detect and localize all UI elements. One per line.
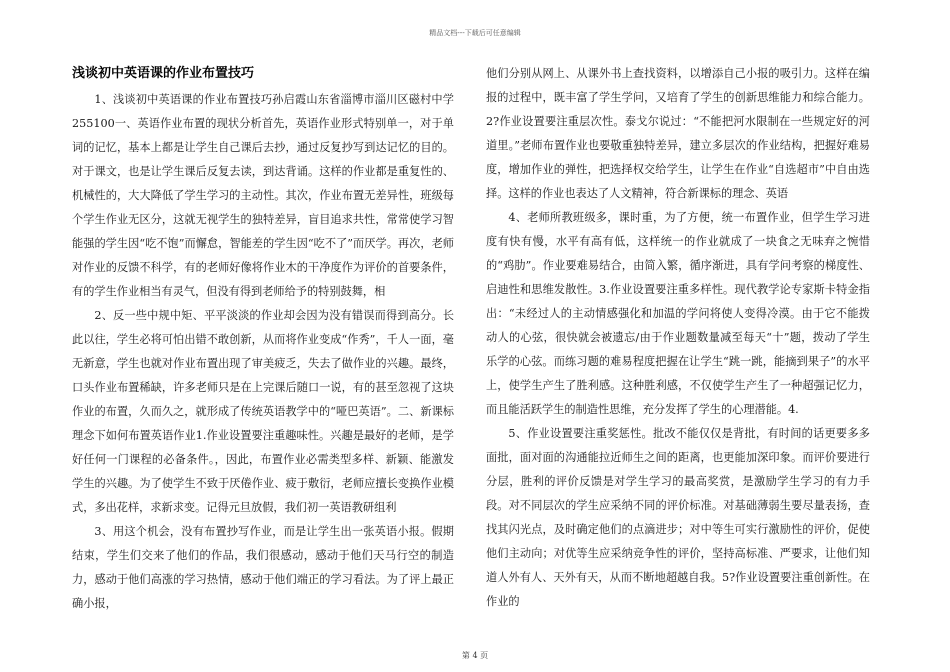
page-number: 第 4 页 (461, 651, 489, 660)
right-column (486, 62, 870, 614)
paragraph-1: 1、浅谈初中英语课的作业布置技巧孙启霞山东省淄博市淄川区磁村中学255100一、英语作业布置的现状分析首先，英语作业形式特别单一，对于单词的记忆，基本上都是让学生自己课后去抄，通过反复抄写到达记忆的目的。对于课文，也是让学生课后反复去读，到达背诵。这样的作业都是重复性的、机械性的，大大降低了学生学习的主动性。其次，作业布置无差异性，班级每个学生作业无区分，这就无视学生的独特差异，盲目追求共性，常常使学习智能强的学生因“吃不饱”而懈怠，智能差的学生因“吃不了”而厌学。再次，老师对作业的反馈不科学，有的老师好像将作业木的干净度作为评价的首要条件，有的学生作业相当有灵气，但没有得到老师给予的特别鼓舞，相 (72, 93, 454, 298)
article-title: 浅谈初中英语课的作业布置技巧 (72, 66, 255, 81)
paragraph-2: 2、反一些中规中矩、平平淡淡的作业却会因为没有错误而得到高分。长此以往，学生必将可怕出错不敢创新，从而将作业变成“作秀”，千人一面，毫无新意，学生也就对作业布置出现了审美疲乏，失去了做作业的兴趣。最终，口头作业布置稀缺，许多老师只是在上完课后随口一说，有的甚至忽视了这块作业的布置，久而久之，就形成了传统英语教学中的“哑巴英语”。二、新课标理念下如何布置英语作业1.作业设置要注重趣味性。兴趣是最好的老师，是学好任何一门课程的必备条件。，因此，布置作业必需类型多样、新颖、能激发学生的兴趣。为了使学生不致于厌倦作业、疲于敷衍，老师应擅长变换作业模式，多出花样，求新求变。记得元旦放假，我们初一英语教研组利 (72, 309, 454, 514)
paragraph-3-continued: 他们分别从网上、从课外书上查找资料，以增添自己小报的吸引力。这样在编报的过程中，既丰富了学生学问，又培育了学生的创新思维能力和综合能力。2?作业设置要注重层次性。泰戈尔说过：“不能把河水限制在一些规定好的河道里。”老师布置作业也要敬重独特差异，建立多层次的作业结构，把握好难易度，增加作业的弹性，把选择权交给学生，让学生在作业“自选超市”中自由选择。这样的作业也表达了人文精神，符合新课标的理念、英语 (486, 67, 870, 200)
paragraph-3: 3、用这个机会，没有布置抄写作业，而是让学生出一张英语小报。假期结束，学生们交来了他们的作品，我们很感动，感动于他们天马行空的制造力，感动于他们高涨的学习热情，感动于他们端正的学习看法。为了评上最正确小报， (72, 525, 454, 610)
page-header: 精品文档---下载后可任意编辑 (429, 29, 521, 37)
paragraph-5: 5、作业设置要注重奖惩性。批改不能仅仅是背批，有时间的话更要多多面批，面对面的沟通能拉近师生之间的距离，也更能加深印象。而评价要进行分层，胜利的评价反馈是对学生学习的最高奖赏，是激励学生学习的有力手段。对不同层次的学生应采纳不同的评价标准。对基础薄弱生要尽量表扬，查找其闪光点，及时确定他们的点滴进步；对中等生可实行激励性的评价，促使他们主动向；对优等生应采纳竞争性的评价，坚持高标准、严要求，让他们知道人外有人、天外有天，从而不断地超越自我。5?作业设置要注重创新性。在作业的 (486, 427, 870, 608)
paragraph-4: 4、老师所教班级多，课时重，为了方便，统一布置作业，但学生学习进度有快有慢，水平有高有低，这样统一的作业就成了一块食之无味弃之惋惜的“鸡肋”。作业要难易结合，由简入繁，循序渐进，具有学问考察的梯度性、启迪性和思维发散性。3.作业设置要注重多样性。现代教学论专家斯卡特金指出：“未经过人的主动情感强化和加温的学问将使人变得冷漠。由于它不能拨动人的心弦，很快就会被遗忘/由于作业题数量减至每天“十”题，拨动了学生乐学的心弦。而练习题的难易程度把握在让学生“跳一跳，能摘到果子”的水平上，使学生产生了胜利感。这种胜利感，不仅使学生产生了一种超强记忆力，而且能活跃学生的制造性思维，充分发挥了学生的心理潜能。4. (486, 211, 870, 416)
left-column (72, 62, 454, 616)
